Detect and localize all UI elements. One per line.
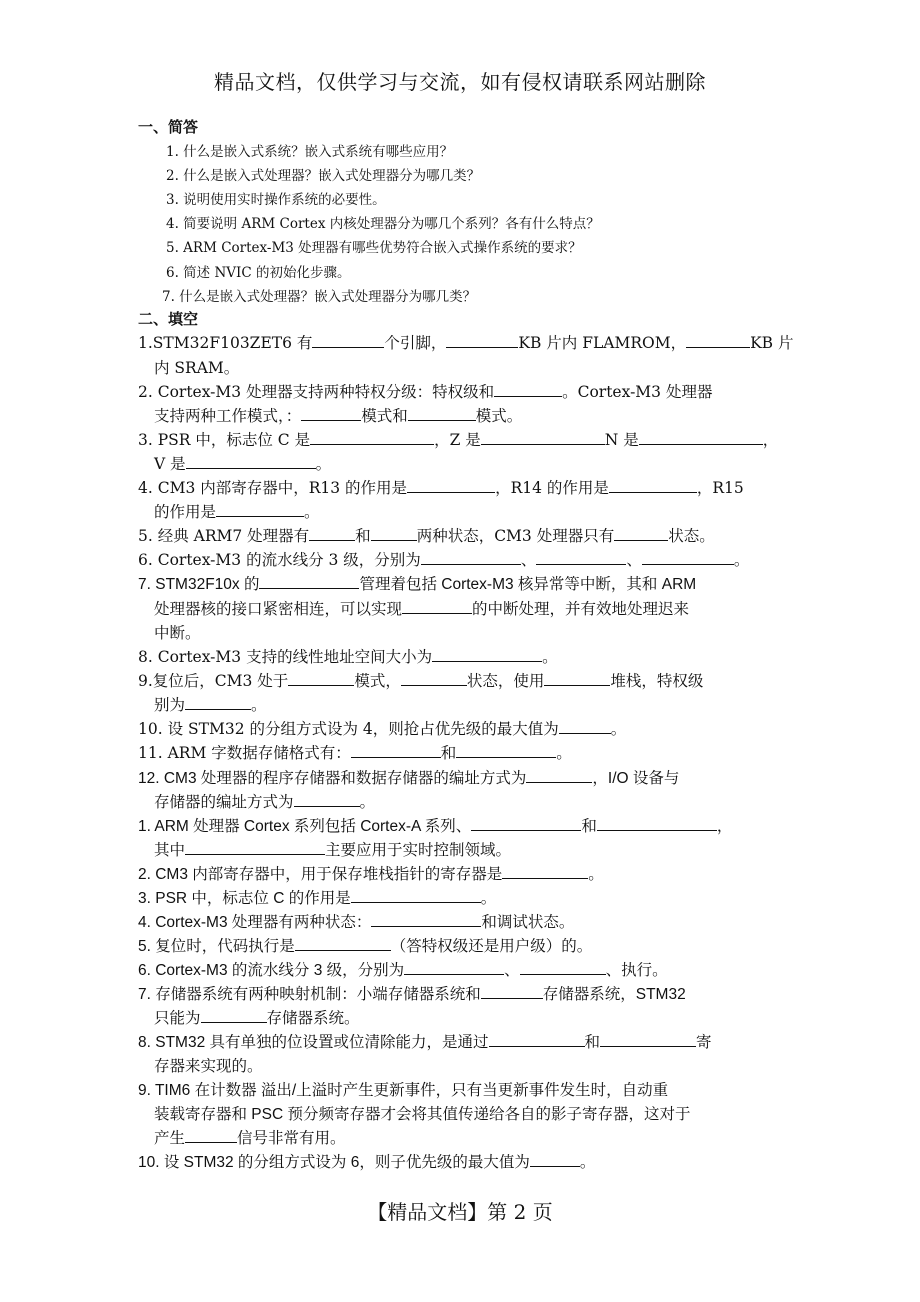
answer-blank[interactable] (351, 744, 441, 758)
question-item: 2. 什么是嵌入式处理器？嵌入式处理器分为哪几类？ (166, 168, 481, 184)
fill-line: 的作用是 。 (154, 503, 320, 521)
answer-blank[interactable] (520, 961, 606, 975)
fill-line: 只能为 存储器系统。 (154, 1010, 360, 1027)
answer-blank[interactable] (530, 1153, 580, 1167)
answer-blank[interactable] (259, 575, 359, 589)
answer-blank[interactable] (185, 696, 251, 710)
section-title-short-answer: 一、简答 (138, 118, 199, 136)
answer-blank[interactable] (186, 455, 316, 469)
answer-blank[interactable] (639, 431, 763, 445)
answer-blank[interactable] (301, 407, 361, 421)
page-header: 精品文档，仅供学习与交流，如有侵权请联系网站删除 (214, 70, 706, 94)
page-footer: 【精品文档】第 2 页 (367, 1200, 553, 1224)
fill-line: 9.复位后，CM3 处于 模式， 状态，使用 堆栈，特权级 (138, 672, 704, 690)
answer-blank[interactable] (481, 985, 543, 999)
answer-blank[interactable] (407, 479, 495, 493)
answer-blank[interactable] (642, 551, 734, 565)
fill-line: 4. CM3 内部寄存器中，R13 的作用是 ，R14 的作用是 ，R15 (138, 479, 744, 497)
fill-line: 2. CM3 内部寄存器中，用于保存堆栈指针的寄存器是 。 (138, 866, 604, 883)
fill-line: 1. ARM 处理器 Cortex 系列包括 Cortex-A 系列、 和 ， (138, 818, 733, 835)
fill-line: 7. 存储器系统有两种映射机制：小端存储器系统和 存储器系统，STM32 (138, 986, 686, 1003)
answer-blank[interactable] (456, 744, 556, 758)
answer-blank[interactable] (312, 334, 384, 348)
fill-line: 3. PSR 中，标志位 C 的作用是 。 (138, 890, 497, 907)
answer-blank[interactable] (432, 648, 542, 662)
answer-blank[interactable] (494, 383, 562, 397)
answer-blank[interactable] (295, 937, 391, 951)
answer-blank[interactable] (404, 961, 504, 975)
answer-blank[interactable] (402, 600, 472, 614)
fill-line: 10. 设 STM32 的分组方式设为 4，则抢占优先级的最大值为 。 (138, 720, 627, 738)
answer-blank[interactable] (371, 913, 481, 927)
answer-blank[interactable] (309, 527, 355, 541)
fill-line: 12. CM3 处理器的程序存储器和数据存储器的编址方式为 ，I/O 设备与 (138, 770, 680, 787)
fill-line: 8. Cortex-M3 支持的线性地址空间大小为 。 (138, 648, 558, 666)
answer-blank[interactable] (201, 1009, 267, 1023)
question-item: 7. 什么是嵌入式处理器？嵌入式处理器分为哪几类？ (162, 289, 477, 305)
fill-line: 2. Cortex-M3 处理器支持两种特权分级：特权级和 。Cortex-M3 处理器 (138, 383, 713, 401)
answer-blank[interactable] (686, 334, 750, 348)
answer-blank[interactable] (614, 527, 668, 541)
fill-line: 装载寄存器和 PSC 预分频寄存器才会将其值传递给各自的影子寄存器，这对于 (154, 1106, 691, 1123)
answer-blank[interactable] (401, 672, 467, 686)
answer-blank[interactable] (408, 407, 476, 421)
fill-line: 9. TIM6 在计数器 溢出/上溢时产生更新事件，只有当更新事件发生时，自动重 (138, 1082, 669, 1099)
fill-line: 10. 设 STM32 的分组方式设为 6，则子优先级的最大值为 。 (138, 1154, 596, 1171)
answer-blank[interactable] (600, 1033, 696, 1047)
fill-line: 8. STM32 具有单独的位设置或位清除能力，是通过 和 寄 (138, 1034, 712, 1051)
question-item: 1. 什么是嵌入式系统？嵌入式系统有哪些应用？ (166, 144, 454, 160)
fill-line: 存器来实现的。 (154, 1058, 263, 1075)
fill-line: 中断。 (154, 624, 201, 642)
answer-blank[interactable] (544, 672, 610, 686)
answer-blank[interactable] (597, 817, 717, 831)
fill-line: 内 SRAM。 (154, 359, 240, 377)
fill-line: 4. Cortex-M3 处理器有两种状态： 和调试状态。 (138, 914, 575, 931)
answer-blank[interactable] (536, 551, 626, 565)
question-item: 6. 简述 NVIC 的初始化步骤。 (166, 265, 351, 281)
fill-line: 1.STM32F103ZET6 有 个引脚， KB 片内 FLAMROM， KB 片 (138, 334, 794, 352)
fill-line: 3. PSR 中，标志位 C 是 ，Z 是 N 是 ， (138, 431, 779, 449)
fill-line: 支持两种工作模式，： 模式和 模式。 (154, 407, 523, 425)
answer-blank[interactable] (489, 1033, 585, 1047)
answer-blank[interactable] (481, 431, 605, 445)
answer-blank[interactable] (471, 817, 581, 831)
answer-blank[interactable] (559, 720, 611, 734)
fill-line: 产生 信号非常有用。 (154, 1130, 346, 1147)
fill-line: 处理器核的接口紧密相连，可以实现 的中断处理，并有效地处理迟来 (154, 600, 690, 618)
question-item: 5. ARM Cortex-M3 处理器有哪些优势符合嵌入式操作系统的要求？ (166, 240, 582, 256)
answer-blank[interactable] (351, 889, 481, 903)
answer-blank[interactable] (421, 551, 521, 565)
answer-blank[interactable] (371, 527, 417, 541)
fill-line: V 是 。 (154, 455, 332, 473)
answer-blank[interactable] (185, 1129, 237, 1143)
fill-line: 存储器的编址方式为 。 (154, 794, 376, 811)
answer-blank[interactable] (446, 334, 518, 348)
fill-line: 6. Cortex-M3 的流水线分 3 级，分别为 、 、 。 (138, 551, 750, 569)
answer-blank[interactable] (294, 793, 360, 807)
fill-line: 别为 。 (154, 696, 267, 714)
answer-blank[interactable] (502, 865, 588, 879)
answer-blank[interactable] (526, 769, 592, 783)
fill-line: 5. 复位时，代码执行是 （答特权级还是用户级）的。 (138, 938, 593, 955)
section-title-fill-in: 二、填空 (138, 310, 199, 328)
answer-blank[interactable] (185, 841, 325, 855)
question-item: 3. 说明使用实时操作系统的必要性。 (166, 192, 386, 208)
answer-blank[interactable] (310, 431, 434, 445)
fill-line: 11. ARM 字数据存储格式有： 和 。 (138, 744, 572, 762)
fill-line: 6. Cortex-M3 的流水线分 3 级，分别为 、 、执行。 (138, 962, 668, 979)
fill-line: 其中 主要应用于实时控制领域。 (154, 842, 512, 859)
fill-line: 5. 经典 ARM7 处理器有 和 两种状态，CM3 处理器只有 状态。 (138, 527, 715, 545)
answer-blank[interactable] (216, 503, 304, 517)
fill-line: 7. STM32F10x 的 管理着包括 Cortex-M3 核异常等中断，其和 ARM (138, 576, 697, 593)
answer-blank[interactable] (288, 672, 354, 686)
question-item: 4. 简要说明 ARM Cortex 内核处理器分为哪几个系列？各有什么特点？ (166, 216, 600, 232)
answer-blank[interactable] (609, 479, 697, 493)
